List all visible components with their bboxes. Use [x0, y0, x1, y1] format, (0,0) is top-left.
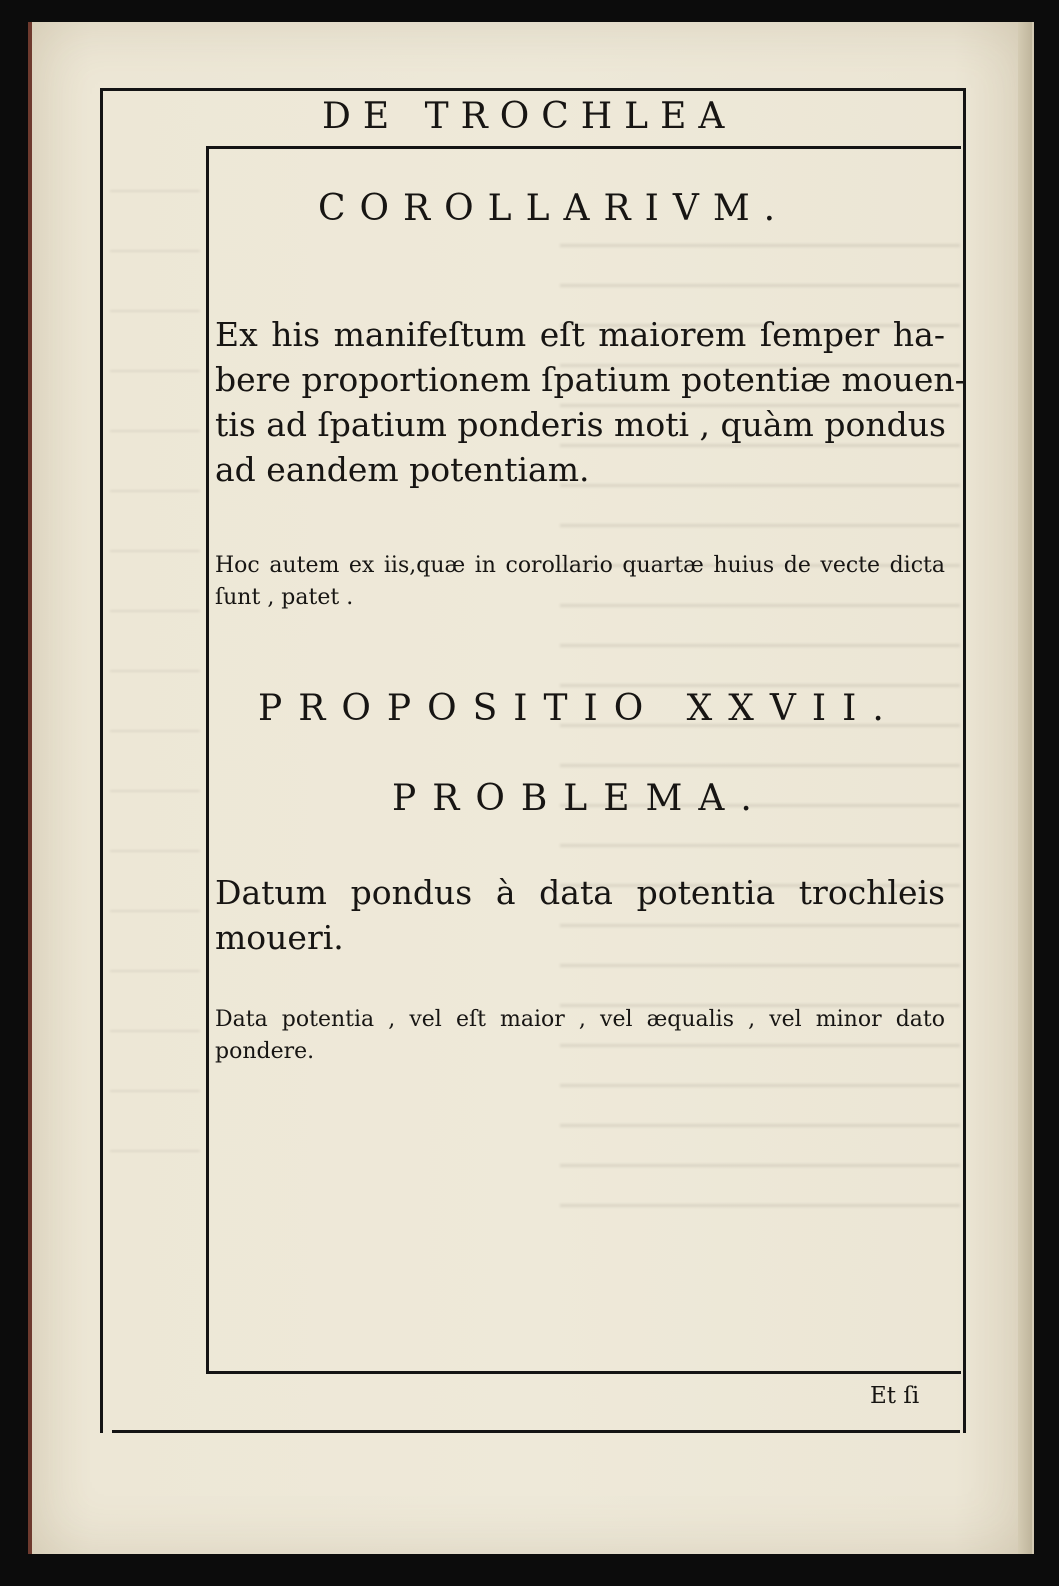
- proposition-heading: PROPOSITIO XXVII.: [258, 688, 900, 729]
- text-line: Ex his manifeſtum eſt maiorem ſemper ha-: [215, 315, 945, 354]
- proposition-statement: [215, 870, 945, 960]
- running-header: DE TROCHLEA: [322, 96, 737, 137]
- corollary-heading: COROLLARIVM.: [318, 188, 790, 229]
- text-line: tis ad ſpatium ponderis moti , quàm pondus: [215, 405, 946, 444]
- corollary-paragraph: [215, 312, 966, 492]
- catchword: Et ſi: [870, 1383, 920, 1409]
- text-line: bere proportionem ſpatium potentiæ mouen-: [215, 360, 966, 399]
- text-line: ad eandem potentiam.: [215, 450, 590, 489]
- text-line: pondere.: [215, 1039, 315, 1064]
- header-rule: [206, 146, 961, 149]
- text-line: Data potentia , vel eſt maior , vel æqualis , vel minor dato: [215, 1007, 945, 1032]
- top-rule: [100, 88, 966, 91]
- text-line: Hoc autem ex iis,quæ in corollario quartæ huius de vecte dicta: [215, 553, 945, 578]
- bottom-rule: [112, 1430, 960, 1433]
- corollary-note: [215, 550, 945, 614]
- text-line: ſunt , patet .: [215, 585, 354, 610]
- text-line: Datum pondus à data potentia trochleis: [215, 873, 945, 912]
- page-edge: [1018, 22, 1032, 1554]
- text-line: moueri.: [215, 918, 344, 957]
- problem-heading: PROBLEMA.: [392, 778, 768, 819]
- inner-bottom-rule: [206, 1371, 961, 1374]
- inner-left-rule: [206, 146, 209, 1374]
- proposition-note: [215, 1004, 945, 1068]
- outer-frame: [100, 88, 966, 1433]
